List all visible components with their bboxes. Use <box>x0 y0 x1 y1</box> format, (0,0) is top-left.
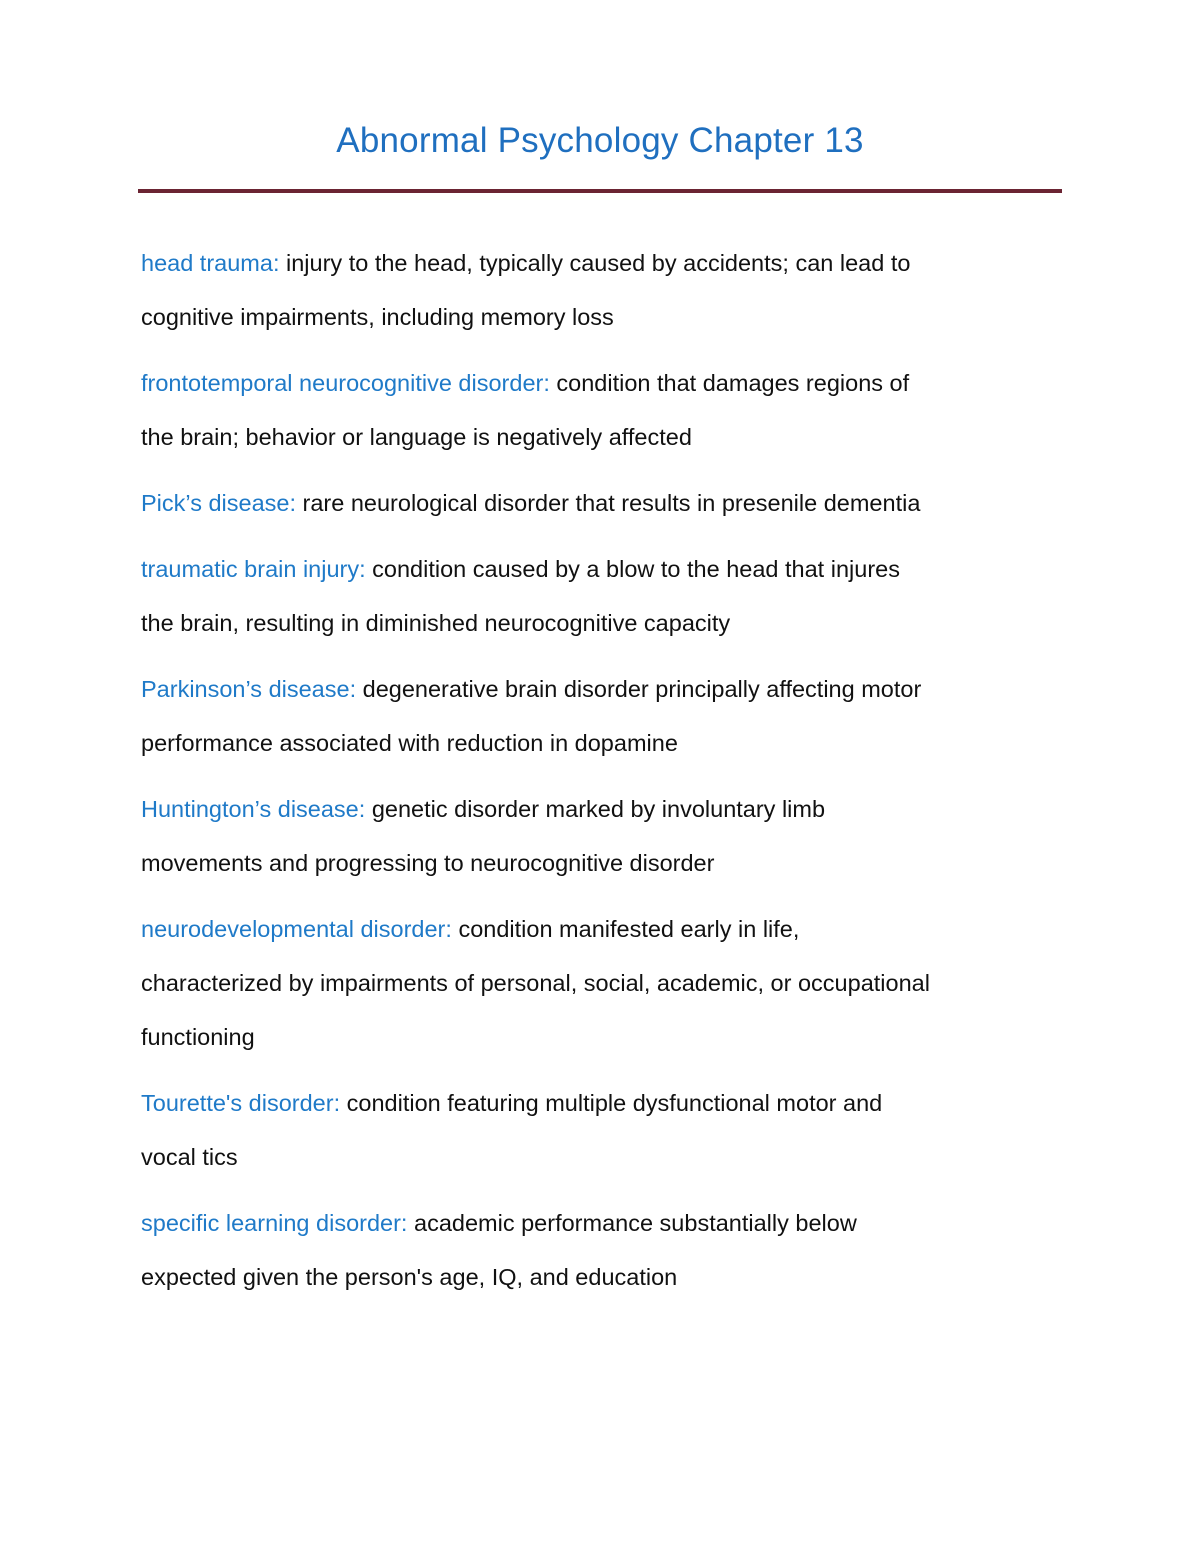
glossary-definition-line: functioning <box>141 1024 255 1050</box>
glossary-list <box>141 236 1059 1316</box>
glossary-definition-line: the brain; behavior or language is negatively affected <box>141 424 692 450</box>
glossary-term: Huntington’s disease: <box>141 796 366 822</box>
glossary-term: specific learning disorder: <box>141 1210 408 1236</box>
glossary-term: traumatic brain injury: <box>141 556 366 582</box>
glossary-entry-traumatic-brain-injury <box>141 542 1059 650</box>
glossary-definition-line: condition that damages regions of <box>556 370 910 396</box>
glossary-entry-specific-learning-disorder <box>141 1196 1059 1304</box>
glossary-definition-line: condition featuring multiple dysfunctional motor and <box>346 1090 883 1116</box>
page-title: Abnormal Psychology Chapter 13 <box>336 121 864 160</box>
glossary-definition-line: performance associated with reduction in dopamine <box>141 730 678 756</box>
glossary-term: frontotemporal neurocognitive disorder: <box>141 370 550 396</box>
glossary-entry-frontotemporal-neurocognitive-disorder <box>141 356 1059 464</box>
glossary-definition-line: cognitive impairments, including memory loss <box>141 304 614 330</box>
glossary-term: Parkinson’s disease: <box>141 676 357 702</box>
glossary-entry-huntingtons-disease <box>141 782 1059 890</box>
glossary-definition-line: degenerative brain disorder principally affecting motor <box>362 676 922 702</box>
glossary-definition-line: genetic disorder marked by involuntary limb <box>371 796 826 822</box>
glossary-definition-line: characterized by impairments of personal, social, academic, or occupational <box>141 970 930 996</box>
glossary-definition-line: condition caused by a blow to the head that injures <box>372 556 900 582</box>
glossary-definition-line: academic performance substantially below <box>414 1210 857 1236</box>
glossary-definition-line: rare neurological disorder that results in presenile dementia <box>302 490 921 516</box>
glossary-entry-head-trauma <box>141 236 1059 344</box>
glossary-term: Tourette's disorder: <box>141 1090 341 1116</box>
glossary-definition-line: injury to the head, typically caused by accidents; can lead to <box>286 250 911 276</box>
glossary-entry-neurodevelopmental-disorder <box>141 902 1059 1064</box>
glossary-definition-line: movements and progressing to neurocognitive disorder <box>141 850 715 876</box>
glossary-definition-line: condition manifested early in life, <box>458 916 800 942</box>
glossary-definition-line: the brain, resulting in diminished neurocognitive capacity <box>141 610 731 636</box>
glossary-entry-picks-disease <box>141 476 1059 530</box>
glossary-term: Pick’s disease: <box>141 490 296 516</box>
glossary-term: neurodevelopmental disorder: <box>141 916 452 942</box>
glossary-term: head trauma: <box>141 250 280 276</box>
glossary-entry-parkinsons-disease <box>141 662 1059 770</box>
glossary-definition-line: expected given the person's age, IQ, and education <box>141 1264 678 1290</box>
glossary-entry-tourettes-disorder <box>141 1076 1059 1184</box>
title-divider <box>138 189 1062 193</box>
glossary-definition-line: vocal tics <box>141 1144 238 1170</box>
